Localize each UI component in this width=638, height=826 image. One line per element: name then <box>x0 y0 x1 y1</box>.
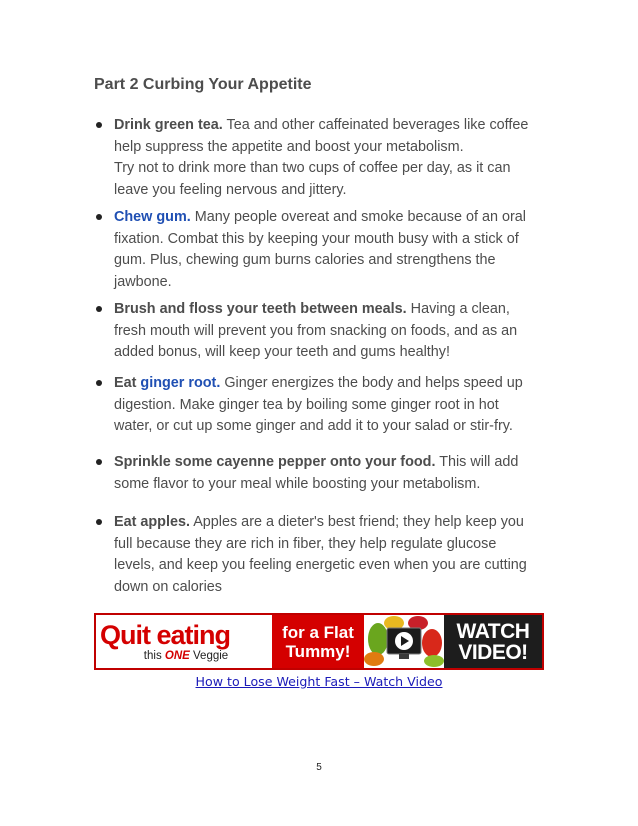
ad-left-panel <box>96 615 272 668</box>
ad-banner[interactable] <box>94 613 544 670</box>
list-item <box>96 115 536 201</box>
list-item <box>96 299 536 364</box>
ad-red-panel <box>272 615 364 668</box>
vegetables-icon <box>364 615 444 668</box>
item-lead: Brush and floss your teeth between meals. <box>114 301 407 317</box>
list-item <box>96 452 536 495</box>
ad-quit-text: Quit eating <box>100 619 230 650</box>
item-lead: Chew gum. <box>114 209 191 225</box>
bullet-dot <box>96 519 102 525</box>
ad-this-text: this <box>143 649 165 662</box>
ad-watch-text: WATCH <box>456 619 530 643</box>
list-item <box>96 512 536 598</box>
bullet-dot <box>96 380 102 386</box>
item-lead: Sprinkle some cayenne pepper onto your food. <box>114 454 436 470</box>
ad-veggie-text: Veggie <box>189 649 229 662</box>
watch-video-link[interactable]: How to Lose Weight Fast – Watch Video <box>195 674 443 689</box>
item-lead: Eat apples. <box>114 514 190 530</box>
page-heading: Part 2 Curbing Your Appetite <box>94 76 312 93</box>
ad-flat-text: for a Flat <box>282 622 354 642</box>
list-item <box>96 373 536 438</box>
item-body: Ginger energizes the body and helps speed up digestion. Make ginger tea by boiling some ginger root in hot water, or cut up some ginger and add it to your salad or stir-fry. <box>114 375 523 434</box>
bullet-dot <box>96 214 102 220</box>
ad-tummy-text: Tummy! <box>285 641 351 661</box>
item-body: Having a clean, fresh mouth will prevent you from snacking on foods, and as an added bonus, will keep your teeth and gums healthy! <box>114 301 518 360</box>
bullet-dot <box>96 306 102 312</box>
bullet-dot <box>96 122 102 128</box>
ad-one-text: ONE <box>164 649 190 662</box>
ad-video-text: VIDEO! <box>458 640 528 664</box>
item-body: Tea and other caffeinated beverages like coffee help suppress the appetite and boost your metabolism. <box>114 117 529 155</box>
item-body: Many people overeat and smoke because of an oral fixation. Combat this by keeping your mouth busy with a stick of gum. Plus, chewing gum burns calories and strengthens the jawbone. <box>114 209 526 290</box>
item-extra: Try not to drink more than two cups of coffee per day, as it can leave you feeling nervous and jittery. <box>114 160 511 198</box>
item-lead: Drink green tea. <box>114 117 223 133</box>
item-lead: ginger root. <box>140 375 221 391</box>
bullet-dot <box>96 459 102 465</box>
item-body: This will add some flavor to your meal while boosting your metabolism. <box>114 454 519 492</box>
page-number: 5 <box>316 762 322 773</box>
item-pre: Eat <box>114 375 141 391</box>
ad-veggie-image <box>364 615 444 668</box>
item-body: Apples are a dieter's best friend; they help keep you full because they are rich in fiber, they help regulate glucose levels, and keep you feeling energetic even when you are cutting down on calories <box>114 514 527 595</box>
ad-watch-panel <box>444 615 542 668</box>
list-item <box>96 207 536 293</box>
